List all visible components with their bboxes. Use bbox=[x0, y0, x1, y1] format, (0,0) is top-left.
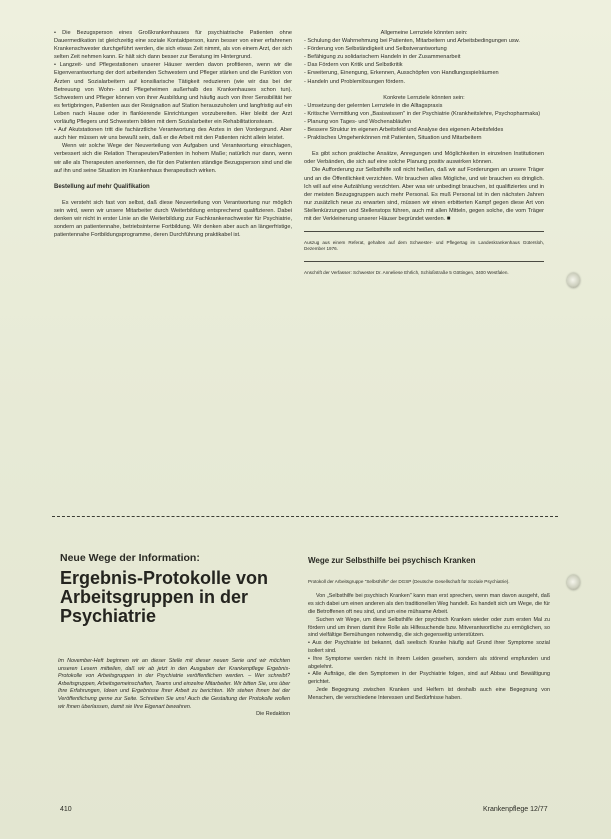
left-column-top bbox=[54, 29, 292, 239]
divider bbox=[304, 261, 544, 262]
paragraph: Suchen wir Wege, um diese Selbsthilfe der psychisch Kranken wieder oder zum ersten Mal zu fördern und um ihnen damit ihre Rolle als Hilfesuchende bzw. Mitverantwortliche zu ermöglichen, so sind vielfältige Bemühungen notwendig, die sich gegenseitig unterstützen. bbox=[308, 616, 550, 639]
divider bbox=[304, 231, 544, 232]
paragraph: Es versteht sich fast von selbst, daß diese Neuverteilung von Verantwortung nur möglich sein wird, wenn wir unsere Mitarbeiter durch Weiterbildung entsprechend qualifizieren. Dabei denken wir nicht in erster Linie an die Weiterbildung zur Fachkrankenschwester für Psychiatrie, sondern an patientennahe, betriebsinterne Fortbildung. Wir denken aber auch an längerfristige, patientennahe Fortbildungsprogramme, deren Durchführung praktikabel ist. bbox=[54, 199, 292, 239]
section-kicker: Neue Wege der Information: bbox=[60, 552, 200, 564]
journal-issue: Krankenpflege 12/77 bbox=[483, 806, 548, 813]
paragraph: • Aus der Psychiatrie ist bekannt, daß seelisch Kranke häufig auf Grund ihrer Symptome sozial isoliert sind. bbox=[308, 640, 550, 654]
article-title: Ergebnis-Protokolle von Arbeitsgruppen in der Psychiatrie bbox=[60, 568, 269, 626]
list-item: - Praktisches Umgehenkönnen mit Patienten, Situation und Mitarbeitern bbox=[304, 135, 482, 142]
page-number: 410 bbox=[60, 806, 72, 813]
punch-hole-icon bbox=[567, 273, 580, 288]
footnote: Auszug aus einem Referat, gehalten auf dem Schwester- und Pflegertag im Landeskrankenhaus Gütersloh, Dezember 1976. bbox=[304, 240, 544, 252]
paragraph: • Die Bezugsperson eines Großkrankenhauses für psychiatrische Patienten ohne Dauermedikation ist gleichzeitig eine soziale Kontaktperson, kann besser von einer erfahrenen Krankenschwester durchgeführt werden, die sich etwas Zeit nimmt, als von einem Arzt, der sich selten Zeit nehmen kann. Er hält sich dann besser zur Beratung im Hintergrund. bbox=[54, 30, 292, 61]
list-intro: Allgemeine Lernziele könnten sein: bbox=[380, 30, 468, 36]
paragraph: Es gibt schon praktische Ansätze, Anregungen und Möglichkeiten in einzelnen Institutionen oder Verbänden, die sich auf eine solche Planung positiv auswirken können. bbox=[304, 151, 544, 166]
list-item: - Umsetzung der gelernten Lernziele in die Alltagspraxis bbox=[304, 102, 443, 109]
paragraph bbox=[304, 166, 544, 223]
end-mark-icon: ■ bbox=[446, 215, 451, 222]
author-address: Anschrift der Verfasser: Schwester Dr. Anneliese Ehrlich, Schloßstraße 5 Göttingen, 3400 Westfalen. bbox=[304, 269, 509, 275]
list-item: - Planung von Tages- und Wochenabläufen bbox=[304, 118, 412, 125]
paragraph: Von „Selbsthilfe bei psychisch Kranken" kann man erst sprechen, wenn man davon ausgeht, daß es sich dabei um einen anderen als den traditionellen Weg handelt. Es handelt sich um Wege, die für die Betroffenen oft neu sind, und um eine mühsame Arbeit. bbox=[308, 593, 550, 615]
paragraph: Wenn wir solche Wege der Neuverteilung von Aufgaben und Verantwortung einschlagen, verbessert sich die Relation Therapeuten/Patienten in hohem Maße; natürlich nur dann, wenn wir alle als Therapeuten anerkennen, die für den Patienten ständige Bezugsperson sind und die auf ihn und seine Situation im Krankenhaus therapeutisch wirken. bbox=[54, 143, 292, 174]
general-goals-list bbox=[304, 37, 544, 86]
paragraph: • Auf Akutstationen tritt die fachärztliche Verantwortung des Arztes in den Vordergrund. Aber auch hier müssen wir uns bewußt sein, daß er die Arbeit mit den Patienten nicht allein leistet. bbox=[54, 127, 292, 142]
subheading: Bestellung auf mehr Qualifikation bbox=[54, 183, 150, 190]
paragraph-text: Die Aufforderung zur Selbsthilfe soll nicht heißen, daß wir auf Forderungen an unsere Träger und an die Öffentlichkeit verzichten. Wir brauchen alles Mögliche, und wir brauchen es dringlich. Ich will auf eine Aufzählung verzichten. Aber was wir unbedingt brauchen, ist qualifiziertes und in der meisten Bezugsgruppen auch mehr Personal. Es muß Personal ist in den nächsten Jahren nur zusätzlich neue zu erwarten sind, müssen wir einen erbitterten Kampf gegen diese Art von Stellenkürzungen und Stellenstops führen, auch mit allen Mitteln, gegen solche, die vom Träger mit der Verkleinerung unserer Häuser begründet werden. bbox=[304, 167, 544, 222]
right-column-bottom bbox=[308, 579, 550, 703]
paragraph: • Alle Aufträge, die den Symptomen in der Psychiatrie folgen, sind auf Abbau und Bewältigung gerichtet. bbox=[308, 671, 550, 686]
list-item: - Befähigung zu solidarischem Handeln in der Zusammenarbeit bbox=[304, 54, 461, 61]
list-item: - Kritische Vermittlung von „Basiswissen" in der Psychiatrie (Krankheitslehre, Psychopharmaka) bbox=[304, 110, 541, 117]
paragraph: • Langzeit- und Pflegestationen unserer Häuser werden davon profitieren, wenn wir die Eigenverantwortung der dort arbeitenden Schwestern und Pfleger stärken und die Funktion von Ärzten und Sozialarbeitern auf konsiliarische Tätigkeit reduzieren (wie wir das bei der Betreuung von Wohn- und Pflegeheimen außerhalb des Krankenhauses schon tun). Schwestern und Pfleger können von ihrer Ausbildung und häufig auch von ihrer Sensibilität her es fertigbringen, Patienten aus der Resignation auf Station herauszuholen und langfristig auf ein Leben nach Hause oder in flankierende Einrichtungen vorzubereiten. Hier bleibt der Arzt vorläufig Pflegers und Schwestern bilden mit dem Sozialarbeiter ein Rehabilitationsteam. bbox=[54, 62, 292, 126]
paragraph: • Ihre Symptome werden nicht in ihrem Leiden gesehen, sondern als störend empfunden und abgelehnt. bbox=[308, 655, 550, 670]
list-item: - Förderung von Selbständigkeit und Selbstverantwortung bbox=[304, 46, 447, 53]
list-intro: Konkrete Lernziele könnten sein: bbox=[383, 94, 465, 101]
list-item: - Schulung der Wahrnehmung bei Patienten, Mitarbeitern und Arbeitsbedingungen usw. bbox=[304, 38, 520, 45]
intro-text: Im November-Heft beginnen wir an dieser Stelle mit dieser neuen Serie und wir möchten unseren Lesern mitteilen, daß wir ab jetzt in den Ausgaben der Krankenpflege Ergebnis-Protokolle von Arbeitsgruppen in der Psychiatrie veröffentlichen werden. – Wer schreibt? Arbeitsgruppen, Arbeitsgemeinschaften, Teams und einzelne Mitarbeiter. Wir bitten Sie, uns über Ihre Erfahrungen, Ideen und Ergebnisse Ihrer Arbeit zu berichten. Wir stehen Ihnen bei der Veröffentlichung gerne zur Seite. Schreiben Sie uns! Auch die Gestaltung der Protokolle wollen wir Ihnen überlassen, damit sie Ihre Eigenart bewahren. bbox=[58, 658, 290, 710]
list-item: - Das Fördern von Kritik und Selbstkritik bbox=[304, 62, 403, 69]
list-item: - Bessere Struktur im eigenen Arbeitsfeld und Analyse des eigenen Arbeitsfeldes bbox=[304, 127, 504, 134]
right-column-top bbox=[304, 29, 544, 276]
list-item: - Erweiterung, Einengung, Erkennen, Ausschöpfen von Handlungsspielräumen bbox=[304, 70, 499, 77]
list-item: - Handeln und Problemlösungen fördern. bbox=[304, 78, 406, 85]
punch-hole-icon bbox=[567, 575, 580, 590]
concrete-goals-list bbox=[304, 102, 544, 142]
article-note: Protokoll der Arbeitsgruppe "Selbsthilfe" der DGSP (Deutsche Gesellschaft für Soziale Psychiatrie). bbox=[308, 579, 510, 584]
editorial-intro bbox=[58, 658, 290, 719]
article-heading: Wege zur Selbsthilfe bei psychisch Kranken bbox=[308, 556, 476, 565]
signature: Die Redaktion bbox=[256, 711, 290, 718]
section-divider bbox=[52, 516, 558, 517]
paragraph: Jede Begegnung zwischen Kranken und Helfern ist deshalb auch eine Begegnung von Menschen, die verschiedene Interessen und Bedürfnisse haben. bbox=[308, 686, 550, 701]
